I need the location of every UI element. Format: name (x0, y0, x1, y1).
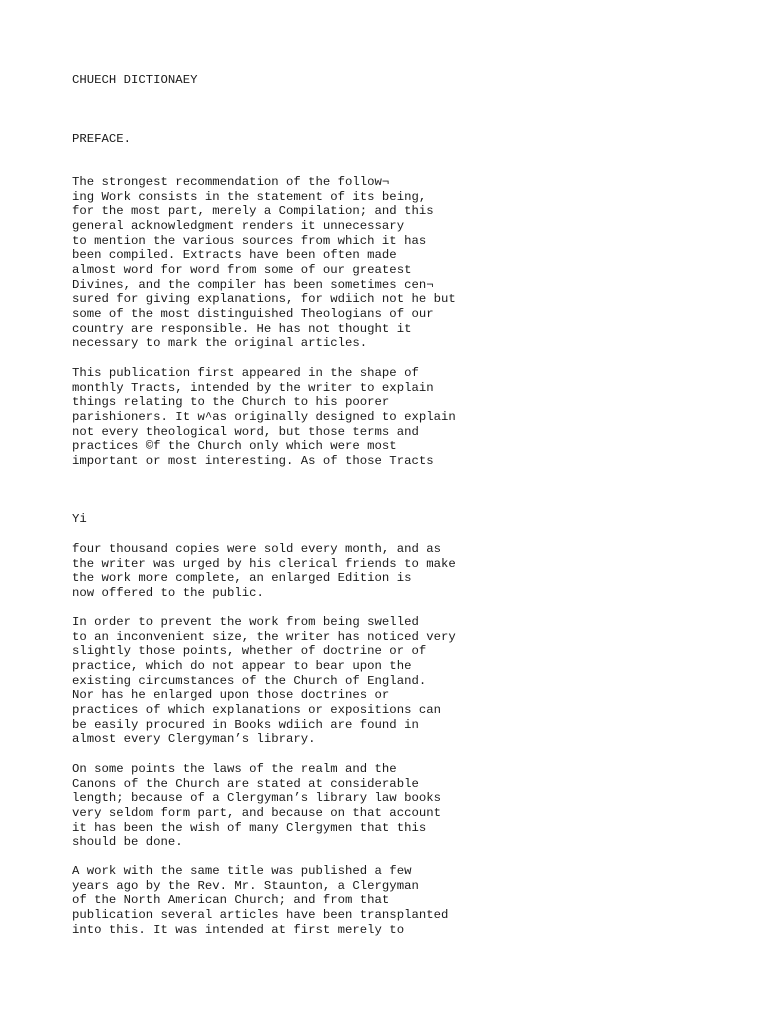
paragraph: A work with the same title was published a few years ago by the Rev. Mr. Staunton, a Clergyman of the North American Church; and from that publication several articles have been transplanted into this. It was intended at first merely to (72, 864, 449, 937)
paragraph: This publication first appeared in the shape of monthly Tracts, intended by the writer to explain things relating to the Church to his poorer parishioners. It w^as originally designed to explain not every theological word, but those terms and practices ©f the Church only which were most important or most interesting. As of those Tracts (72, 366, 456, 468)
page-number: Yi (72, 512, 87, 526)
paragraph: four thousand copies were sold every month, and as the writer was urged by his clerical friends to make the work more complete, an enlarged Edition is now offered to the public. (72, 542, 456, 600)
paragraph: On some points the laws of the realm and the Canons of the Church are stated at considerable length; because of a Clergyman’s library law books very seldom form part, and because on that account it has been the wish of many Clergymen that this should be done. (72, 762, 441, 850)
document-title: CHUECH DICTIONAEY (72, 73, 198, 87)
preface-heading: PREFACE. (72, 132, 132, 146)
paragraph: In order to prevent the work from being swelled to an inconvenient size, the writer has noticed very slightly those points, whether of doctrine or of practice, which do not appear to bear upon the existing circumstances of the Church of England. Nor has he enlarged upon those doctrines or practices of which explanations or expositions can be easily procured in Books wdiich are found in almost every Clergyman’s library. (72, 615, 456, 747)
paragraph: The strongest recommendation of the follow¬ ing Work consists in the statement of its being, for the most part, merely a Compilation; and this general acknowledgment renders it unnecessary to mention the various sources from which it has been compiled. Extracts have been often made almost word for word from some of our greatest Divines, and the compiler has been sometimes cen¬ sured for giving explanations, for wdiich not he but some of the most distinguished Theologians of our country are responsible. He has not thought it necessary to mark the original articles. (72, 175, 456, 351)
